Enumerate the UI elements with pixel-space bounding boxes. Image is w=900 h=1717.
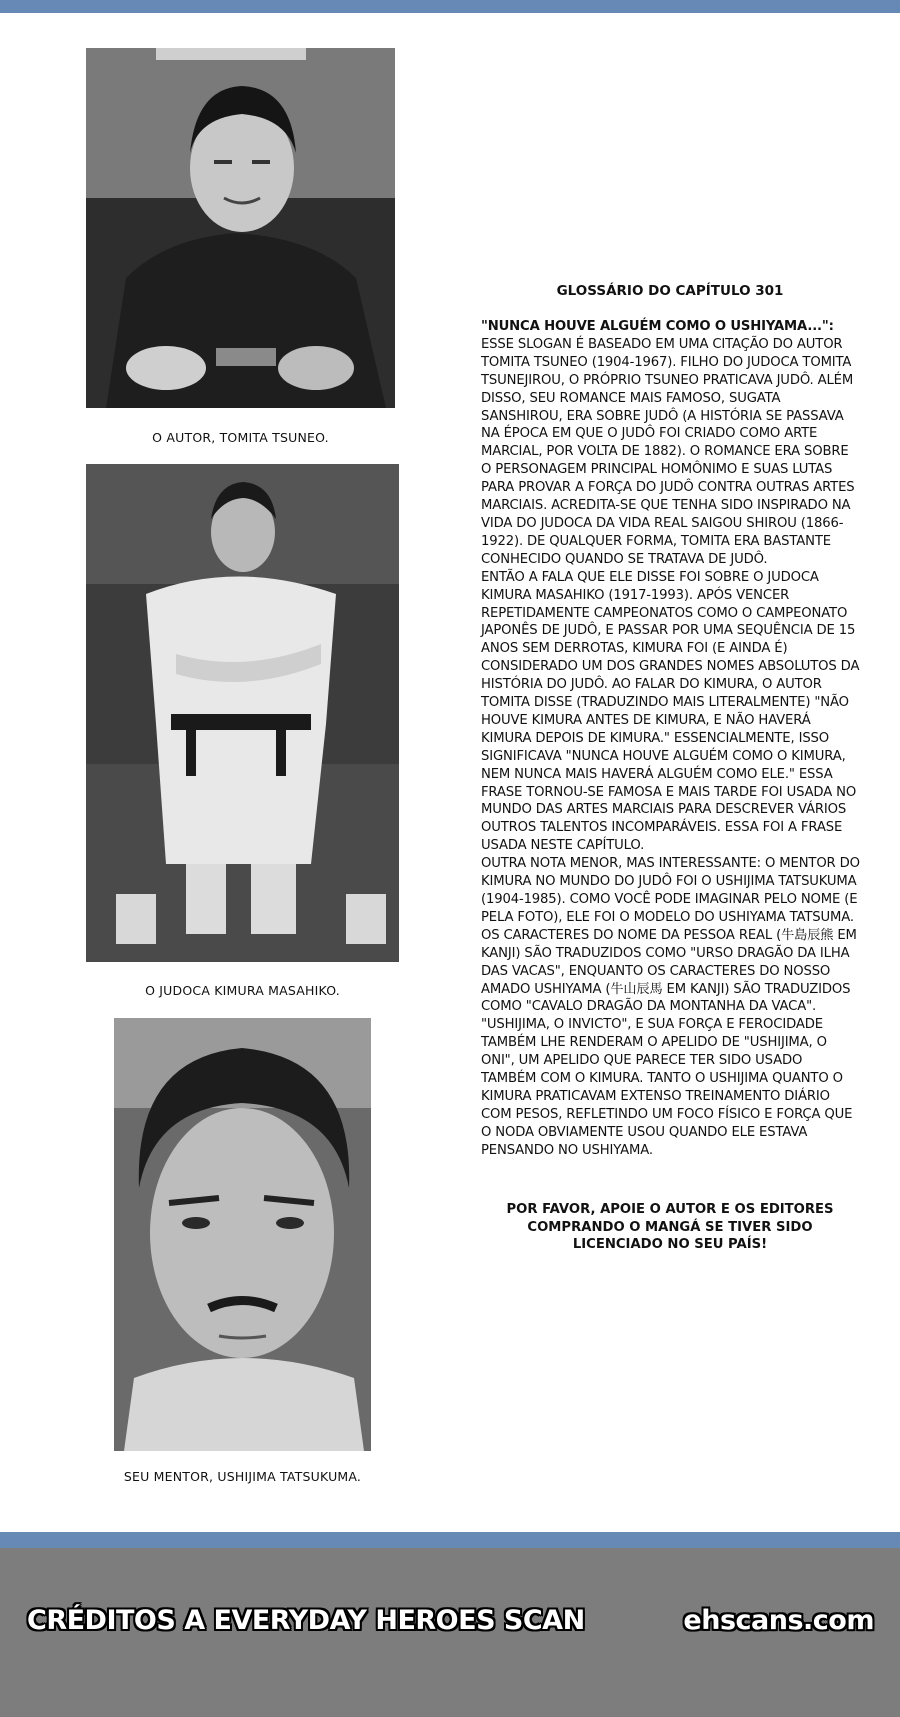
support-note: POR FAVOR, APOIE O AUTOR E OS EDITORES COMPRANDO O MANGÁ SE TIVER SIDO LICENCIADO NO SEU PAÍS! <box>506 1202 834 1252</box>
photo-caption: O JUDOCA KIMURA MASAHIKO. <box>145 983 340 998</box>
site-link[interactable]: ehscans.com <box>683 1605 874 1636</box>
photo-mentor <box>114 1018 371 1451</box>
glossary-title: GLOSSÁRIO DO CAPÍTULO 301 <box>556 283 784 299</box>
glossary-paragraph: ESSE SLOGAN É BASEADO EM UMA CITAÇÃO DO AUTOR TOMITA TSUNEO (1904-1967). FILHO DO JUDOCA TOMITA TSUNEJIROU, O PRÓPRIO TSUNEO PRATICAVA JUDÔ. ALÉM DISSO, SEU ROMANCE MAIS FAMOSO, SUGATA SANSHIROU, ERA SOBRE JUDÔ (A HISTÓRIA SE PASSAVA NA ÉPOCA EM QUE O JUDÔ FOI CRIADO COMO ARTE MARCIAL, POR VOLTA DE 1882). O ROMANCE ERA SOBRE O PERSONAGEM PRINCIPAL HOMÔNIMO E SUAS LUTAS PARA PROVAR A FORÇA DO JUDÔ CONTRA OUTRAS ARTES MARCIAIS. ACREDITA-SE QUE TENHA SIDO INSPIRADO NA VIDA DO JUDOCA DA VIDA REAL SAIGOU SHIROU (1866-1922). DE QUALQUER FORMA, TOMITA ERA BASTANTE CONHECIDO QUANDO SE TRATAVA DE JUDÔ. <box>481 336 855 567</box>
photo-author <box>86 48 395 408</box>
glossary-paragraph: OUTRA NOTA MENOR, MAS INTERESSANTE: O MENTOR DO KIMURA NO MUNDO DO JUDÔ FOI O USHIJIMA TATSUKUMA (1904-1985). COMO VOCÊ PODE IMAGINAR PELO NOME (E PELA FOTO), ELE FOI O MODELO DO USHIYAMA TATSUMA. OS CARACTERES DO NOME DA PESSOA REAL (牛島辰熊 EM KANJI) SÃO TRADUZIDOS COMO "URSO DRAGÃO DA ILHA DAS VACAS", ENQUANTO OS CARACTERES DO NOSSO AMADO USHIYAMA (牛山辰馬 EM KANJI) SÃO TRADUZIDOS COMO "CAVALO DRAGÃO DA MONTANHA DA VACA". "USHIJIMA, O INVICTO", E SUA FORÇA E FEROCIDADE TAMBÉM LHE RENDERAM O APELIDO DE "USHIJIMA, O ONI", UM APELIDO QUE PARECE TER SIDO USADO TAMBÉM COM O KIMURA. TANTO O USHIJIMA QUANTO O KIMURA PRATICAVAM EXTENSO TREINAMENTO DIÁRIO COM PESOS, REFLETINDO UM FOCO FÍSICO E FORÇA QUE O NODA OBVIAMENTE USOU QUANDO ELE ESTAVA PENSANDO NO USHIYAMA. <box>481 856 860 1158</box>
photo-caption: SEU MENTOR, USHIJIMA TATSUKUMA. <box>123 1469 362 1484</box>
glossary-heading: "NUNCA HOUVE ALGUÉM COMO O USHIYAMA...": <box>481 319 834 334</box>
photo-caption: O AUTOR, TOMITA TSUNEO. <box>152 430 329 445</box>
portrait-photo-kimura-icon <box>86 464 399 962</box>
glossary-body <box>481 318 861 1160</box>
credits-text: CRÉDITOS A EVERYDAY HEROES SCAN <box>27 1605 585 1636</box>
photo-judoka <box>86 464 399 962</box>
portrait-photo-ushijima-icon <box>114 1018 371 1451</box>
top-stripe <box>0 0 900 13</box>
bottom-stripe <box>0 1532 900 1548</box>
portrait-photo-tomita-icon <box>86 48 395 408</box>
glossary-paragraph: ENTÃO A FALA QUE ELE DISSE FOI SOBRE O JUDOCA KIMURA MASAHIKO (1917-1993). APÓS VENCER REPETIDAMENTE CAMPEONATOS COMO O CAMPEONATO JAPONÊS DE JUDÔ, E PASSAR POR UMA SEQUÊNCIA DE 15 ANOS SEM DERROTAS, KIMURA FOI (E AINDA É) CONSIDERADO UM DOS GRANDES NOMES ABSOLUTOS DA HISTÓRIA DO JUDÔ. AO FALAR DO KIMURA, O AUTOR TOMITA DISSE (TRADUZINDO MAIS LITERALMENTE) "NÃO HOUVE KIMURA ANTES DE KIMURA, E NÃO HAVERÁ KIMURA DEPOIS DE KIMURA." ESSENCIALMENTE, ISSO SIGNIFICAVA "NUNCA HOUVE ALGUÉM COMO O KIMURA, NEM NUNCA MAIS HAVERÁ ALGUÉM COMO ELE." ESSA FRASE TORNOU-SE FAMOSA E MAIS TARDE FOI USADA NO MUNDO DAS ARTES MARCIAIS PARA DESCREVER VÁRIOS OUTROS TALENTOS INCOMPARÁVEIS. ESSA FOI A FRASE USADA NESTE CAPÍTULO. <box>481 569 860 854</box>
